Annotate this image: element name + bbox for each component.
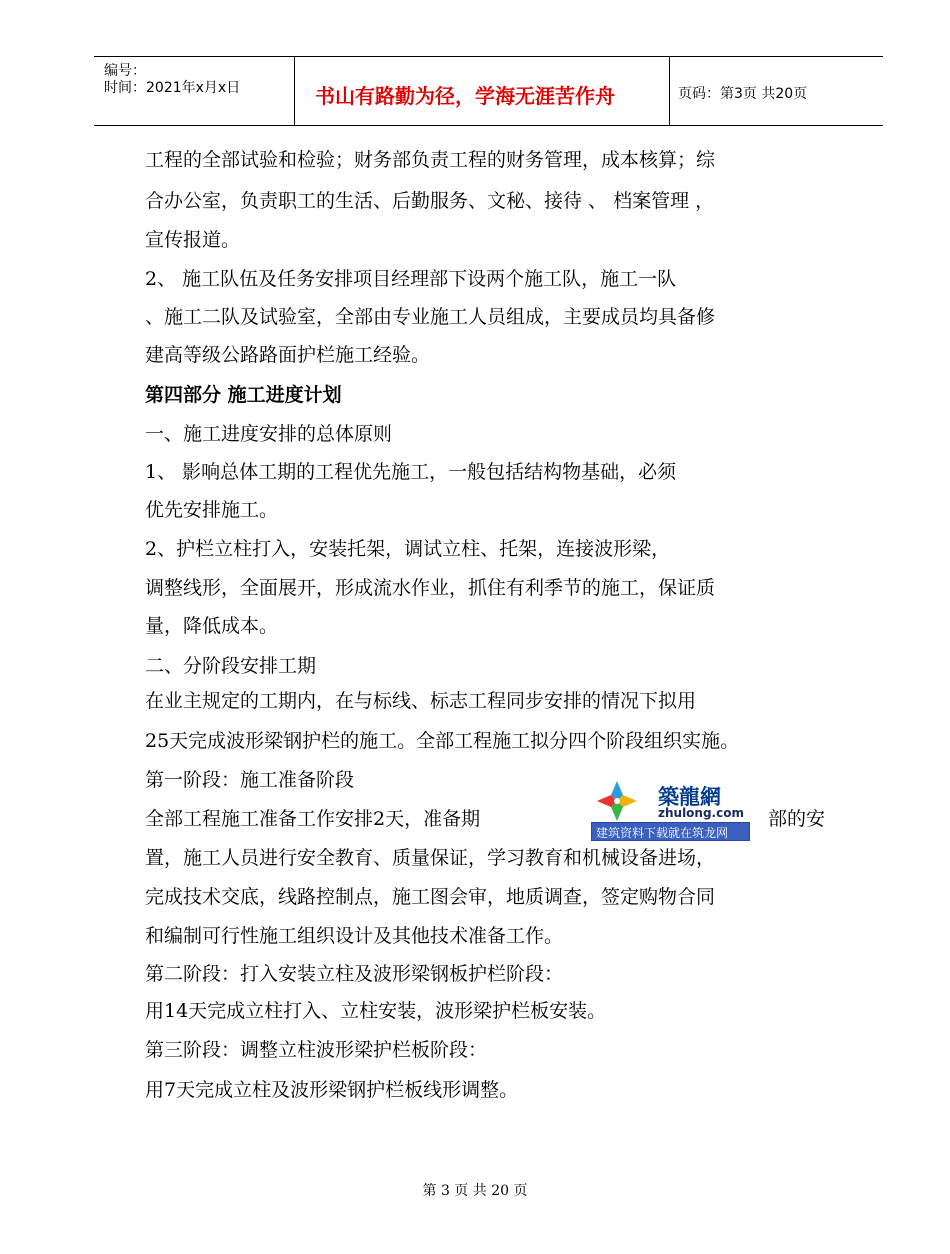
watermark-banner-text: 建筑资料下载就在筑龙网 <box>596 826 729 840</box>
body-line: 2、 施工队伍及任务安排项目经理部下设两个施工队，施工一队 <box>145 268 677 290</box>
time-label: 时间：2021年x月x日 <box>104 80 241 96</box>
body-line: 第三阶段：调整立柱波形梁护栏板阶段： <box>145 1039 488 1061</box>
body-line: 完成技术交底，线路控制点，施工图会审，地质调查，签定购物合同 <box>145 886 716 908</box>
body-line: 合办公室，负责职工的生活、后勤服务、文秘、接待 、 档案管理 ， <box>145 190 715 212</box>
body-line: 用7天完成立柱及波形梁钢护栏板线形调整。 <box>145 1079 519 1101</box>
page-header <box>94 56 883 126</box>
body-line: 建高等级公路路面护栏施工经验。 <box>145 344 431 366</box>
body-line: 和编制可行性施工组织设计及其他技术准备工作。 <box>145 925 564 947</box>
section-heading: 第四部分 施工进度计划 <box>145 384 342 406</box>
watermark-brand: 築龍網 <box>658 785 721 809</box>
header-page <box>670 57 883 125</box>
body-line: 全部工程施工准备工作安排2天，准备期 <box>145 808 481 830</box>
header-motto <box>295 57 670 125</box>
page-label: 页码：第3页 共20页 <box>678 86 808 102</box>
body-line: 优先安排施工。 <box>145 499 279 521</box>
body-line: 在业主规定的工期内，在与标线、标志工程同步安排的情况下拟用 <box>145 690 697 712</box>
body-line: 一、施工进度安排的总体原则 <box>145 423 393 445</box>
body-line: 第二阶段：打入安装立柱及波形梁钢板护栏阶段： <box>145 963 564 985</box>
body-line: 用14天完成立柱打入、立柱安装，波形梁护栏板安装。 <box>145 1000 607 1022</box>
body-line: 1、 影响总体工期的工程优先施工，一般包括结构物基础，必须 <box>145 461 677 483</box>
body-line: 工程的全部试验和检验；财务部负责工程的财务管理，成本核算；综 <box>145 149 716 171</box>
watermark-banner <box>591 822 750 841</box>
number-label: 编号： <box>104 63 146 79</box>
watermark-domain: zhulong.com <box>658 806 744 820</box>
body-line: 2、护栏立柱打入，安装托架，调试立柱、托架，连接波形梁， <box>145 538 671 560</box>
body-line: 宣传报道。 <box>145 229 241 251</box>
body-line: 第一阶段：施工准备阶段 <box>145 769 355 791</box>
body-line: 二、分阶段安排工期 <box>145 655 317 677</box>
body-line-tail: 部的安 <box>768 808 826 830</box>
body-line: 、施工二队及试验室，全部由专业施工人员组成，主要成员均具备修 <box>145 306 716 328</box>
header-meta <box>94 57 295 125</box>
motto-text: 书山有路勤为径，学海无涯苦作舟 <box>315 84 615 108</box>
body-line: 量，降低成本。 <box>145 615 279 637</box>
body-line: 调整线形，全面展开，形成流水作业，抓住有利季节的施工，保证质 <box>145 577 716 599</box>
page-footer: 第 3 页 共 20 页 <box>422 1183 528 1199</box>
body-line: 置，施工人员进行安全教育、质量保证，学习教育和机械设备进场， <box>145 847 716 869</box>
body-line: 25天完成波形梁钢护栏的施工。全部工程施工拟分四个阶段组织实施。 <box>145 730 740 752</box>
